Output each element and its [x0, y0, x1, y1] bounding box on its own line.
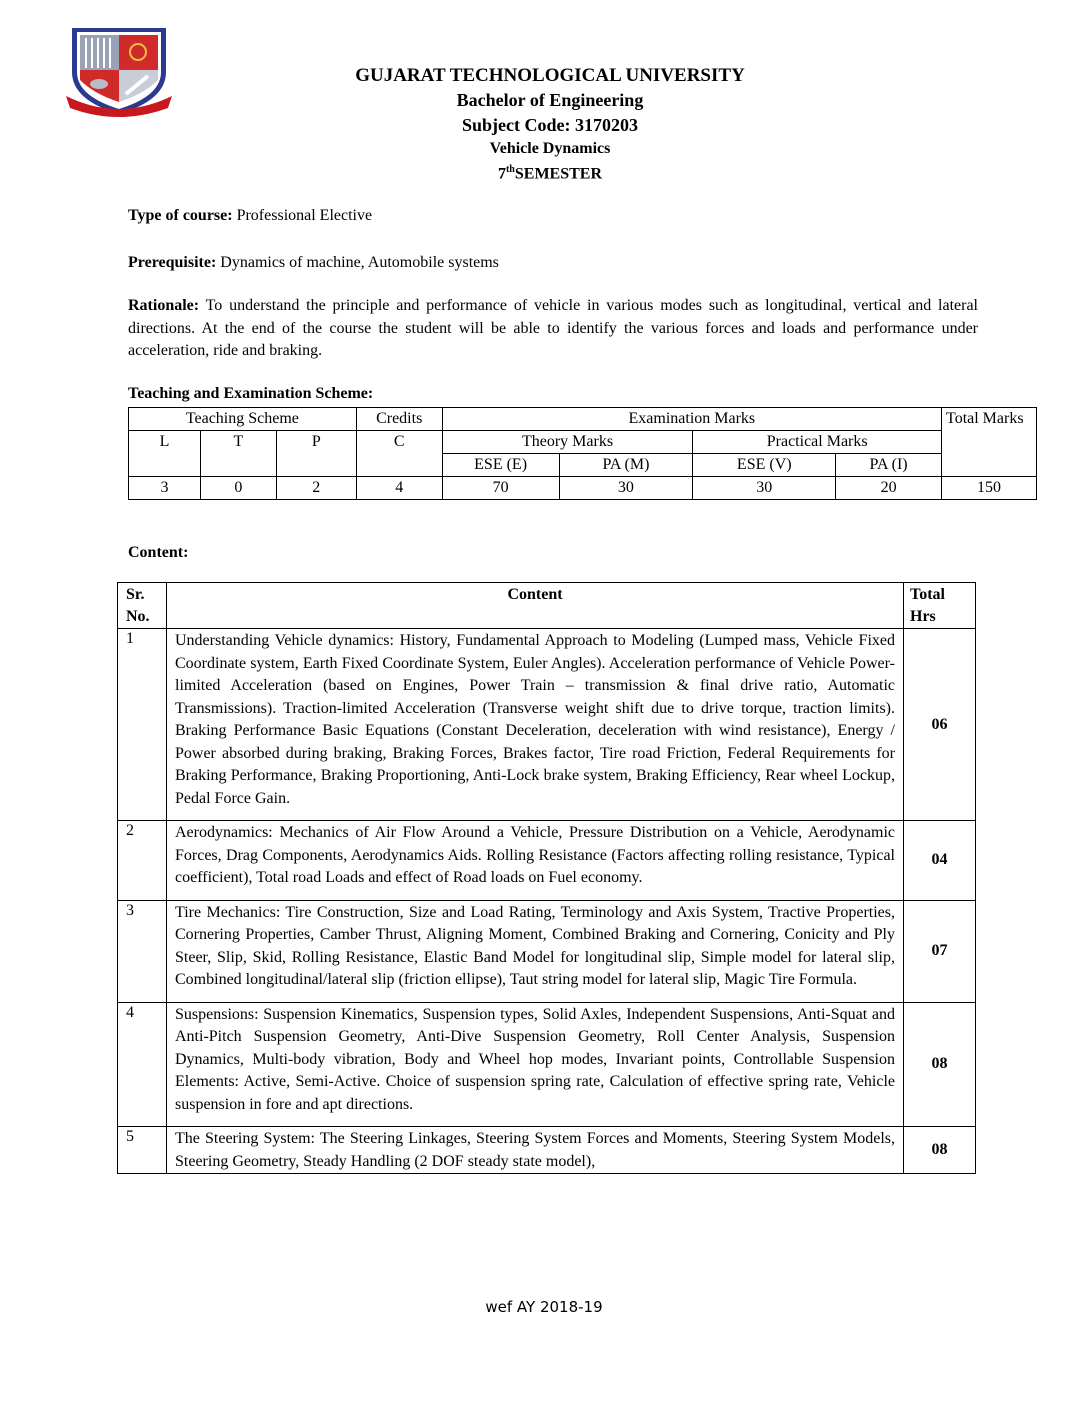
header-p: P [276, 431, 356, 477]
table-row [118, 900, 976, 1002]
rationale [128, 295, 978, 363]
teaching-exam-scheme-table [128, 407, 1037, 500]
course-type-label: Type of course: [128, 207, 233, 224]
header-pa-i: PA (I) [836, 454, 942, 477]
header-theory-marks: Theory Marks [442, 431, 693, 454]
row-content: Understanding Vehicle dynamics: History, Fundamental Approach to Modeling (Lumped mass, Vehicle Fixed Coordinate system, Earth Fixed Coordinate System, Euler Angles). Acceleration performance of Vehicle Power-limited Acceleration (based on Engines, Power Train – transmission & final drive ratio, Automatic Transmissions). Traction-limited Acceleration (Transverse weight shift due to drive torque, traction limits). Braking Performance Basic Equations (Constant Deceleration, deceleration with wind resistance), Energy / Power absorbed during braking, Braking Forces, Brakes factor, Tire road Friction, Federal Requirements for Braking Performance, Braking Proportioning, Anti-Lock brake system, Braking Efficiency, Rear wheel Lockup, Pedal Force Gain. [167, 629, 904, 821]
header-practical-marks: Practical Marks [693, 431, 942, 454]
value-p: 2 [276, 477, 356, 500]
subject-code: Subject Code: 3170203 [462, 115, 638, 135]
table-row [118, 1002, 976, 1127]
subject-name: Vehicle Dynamics [489, 140, 611, 157]
semester-suffix: th [505, 164, 515, 175]
header-teaching-scheme: Teaching Scheme [129, 408, 357, 431]
row-sr: 1 [118, 629, 167, 821]
semester-label: SEMESTER [514, 165, 603, 183]
header-content: Content [167, 583, 904, 629]
table-row [118, 629, 976, 821]
table-row [118, 1127, 976, 1174]
content-table [117, 582, 976, 1174]
content-title: Content: [128, 544, 189, 561]
row-content: Suspensions: Suspension Kinematics, Suspension types, Solid Axles, Independent Suspensions, Anti-Squat and Anti-Pitch Suspension Geometry, Anti-Dive Suspension Geometry, Roll Center Analysis, Suspension Dynamics, Multi-body vibration, Body and Wheel hop modes, Invariant points, Controllable Suspension Elements: Active, Semi-Active. Choice of suspension spring rate, Calculation of effective spring rate, Vehicle suspension in fore and apt directions. [167, 1002, 904, 1127]
header-total-marks: Total Marks [942, 408, 1037, 477]
degree-name: Bachelor of Engineering [456, 90, 644, 110]
header-examination-marks: Examination Marks [442, 408, 941, 431]
header-credits: Credits [356, 408, 442, 431]
prerequisite [128, 252, 988, 275]
course-type-value: Professional Elective [232, 207, 373, 224]
value-c: 4 [356, 477, 442, 500]
header-c: C [356, 431, 442, 477]
row-sr: 3 [118, 900, 167, 1002]
scheme-title: Teaching and Examination Scheme: [128, 385, 374, 402]
header-total-hrs: Total Hrs [904, 583, 976, 629]
header-t: T [200, 431, 276, 477]
prerequisite-label: Prerequisite: [128, 254, 217, 271]
university-name: GUJARAT TECHNOLOGICAL UNIVERSITY [355, 65, 745, 86]
table-row [118, 821, 976, 901]
document-header [0, 64, 1088, 184]
value-t: 0 [200, 477, 276, 500]
header-pa-m: PA (M) [559, 454, 693, 477]
row-sr: 4 [118, 1002, 167, 1127]
header-ese-v: ESE (V) [693, 454, 836, 477]
value-ese-v: 30 [693, 477, 836, 500]
row-sr: 2 [118, 821, 167, 901]
rationale-value: To understand the principle and performance of vehicle in various modes such as longitudinal, vertical and lateral directions. At the end of the course the student will be able to identify the various forces and loads and performance under acceleration, ride and braking. [128, 297, 978, 359]
value-ese-e: 70 [442, 477, 559, 500]
semester [0, 159, 1088, 184]
semester-number: 7 [497, 165, 506, 183]
rationale-label: Rationale: [128, 297, 200, 314]
row-content: The Steering System: The Steering Linkages, Steering System Forces and Moments, Steering System Models, Steering Geometry, Steady Handling (2 DOF steady state model), [167, 1127, 904, 1174]
row-content: Aerodynamics: Mechanics of Air Flow Around a Vehicle, Pressure Distribution on a Vehicle, Aerodynamic Forces, Drag Components, Aerodynamics Aids. Rolling Resistance (Factors affecting rolling resistance, Typical coefficient), Total road Loads and effect of Road loads on Fuel economy. [167, 821, 904, 901]
prerequisite-value: Dynamics of machine, Automobile systems [216, 254, 499, 271]
value-total: 150 [942, 477, 1037, 500]
value-pa-i: 20 [836, 477, 942, 500]
header-sr-no: Sr. No. [118, 583, 167, 629]
header-l: L [129, 431, 201, 477]
row-hrs: 07 [904, 900, 976, 1002]
course-type [128, 205, 988, 228]
row-hrs: 08 [904, 1002, 976, 1127]
content-header-row [118, 583, 976, 629]
row-content: Tire Mechanics: Tire Construction, Size and Load Rating, Terminology and Axis System, Tractive Properties, Cornering Properties, Camber Thrust, Aligning Moment, Combined Braking and Cornering, Conicity and Ply Steer, Slip, Skid, Rolling Resistance, Elastic Band Model for longitudinal slip, Simple model for lateral slip, Combined longitudinal/lateral slip (friction ellipse), Taut string model for lateral slip, Magic Tire Formula. [167, 900, 904, 1002]
header-ese-e: ESE (E) [442, 454, 559, 477]
value-pa-m: 30 [559, 477, 693, 500]
scheme-values-row [129, 477, 1037, 500]
row-hrs: 08 [904, 1127, 976, 1174]
page-footer: wef AY 2018-19 [485, 1298, 603, 1316]
row-hrs: 04 [904, 821, 976, 901]
value-l: 3 [129, 477, 201, 500]
row-hrs: 06 [904, 629, 976, 821]
row-sr: 5 [118, 1127, 167, 1174]
